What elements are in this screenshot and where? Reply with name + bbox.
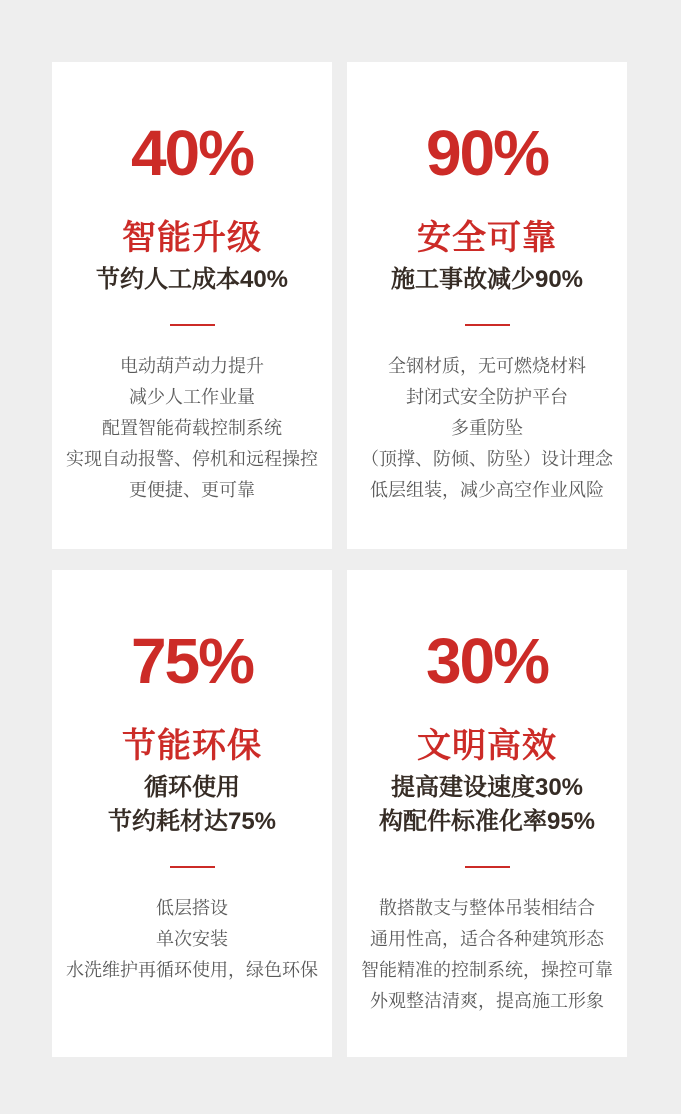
subtitle-line: 施工事故减少90% bbox=[390, 266, 584, 293]
stat-subtitle bbox=[347, 771, 627, 839]
subtitle-line: 构配件标准化率95% bbox=[378, 808, 596, 835]
accent-divider bbox=[170, 866, 215, 868]
stat-card-safety bbox=[347, 62, 627, 549]
stat-subtitle bbox=[52, 771, 332, 839]
stat-title: 安全可靠 bbox=[417, 219, 557, 257]
body-line: 减少人工作业量 bbox=[129, 387, 255, 407]
body-line: 实现自动报警、停机和远程操控 bbox=[66, 449, 318, 469]
stat-title: 智能升级 bbox=[122, 219, 262, 257]
stat-number: 75% bbox=[130, 625, 254, 697]
stat-subtitle bbox=[52, 263, 332, 297]
accent-divider bbox=[465, 866, 510, 868]
body-line: 低层组装，减少高空作业风险 bbox=[370, 480, 604, 500]
body-line: 封闭式安全防护平台 bbox=[406, 387, 568, 407]
stat-card-grid bbox=[52, 62, 627, 1057]
subtitle-line: 提高建设速度30% bbox=[390, 774, 584, 801]
subtitle-line: 循环使用 bbox=[144, 774, 240, 801]
stat-number: 40% bbox=[130, 117, 254, 189]
stat-card-efficiency bbox=[347, 570, 627, 1057]
stat-card-eco bbox=[52, 570, 332, 1057]
body-line: 外观整洁清爽，提高施工形象 bbox=[370, 991, 604, 1011]
body-line: 通用性高，适合各种建筑形态 bbox=[370, 929, 604, 949]
stat-title: 文明高效 bbox=[417, 727, 557, 765]
stat-card-smart-upgrade bbox=[52, 62, 332, 549]
body-line: 配置智能荷载控制系统 bbox=[102, 418, 282, 438]
body-line: 水洗维护再循环使用，绿色环保 bbox=[66, 960, 318, 980]
body-line: 电动葫芦动力提升 bbox=[120, 356, 264, 376]
stat-number: 90% bbox=[425, 117, 549, 189]
stat-body bbox=[52, 893, 332, 986]
subtitle-line: 节约人工成本40% bbox=[95, 266, 289, 293]
body-line: 散搭散支与整体吊装相结合 bbox=[379, 898, 595, 918]
subtitle-line: 节约耗材达75% bbox=[107, 808, 277, 835]
accent-divider bbox=[465, 324, 510, 326]
body-line: （顶撑、防倾、防坠）设计理念 bbox=[361, 449, 613, 469]
stat-body bbox=[347, 351, 627, 506]
stat-number: 30% bbox=[425, 625, 549, 697]
stat-body bbox=[52, 351, 332, 506]
accent-divider bbox=[170, 324, 215, 326]
stat-body bbox=[347, 893, 627, 1017]
body-line: 全钢材质，无可燃烧材料 bbox=[388, 356, 586, 376]
body-line: 低层搭设 bbox=[156, 898, 228, 918]
stat-subtitle bbox=[347, 263, 627, 297]
body-line: 更便捷、更可靠 bbox=[129, 480, 255, 500]
body-line: 多重防坠 bbox=[451, 418, 523, 438]
stat-title: 节能环保 bbox=[122, 727, 262, 765]
body-line: 智能精准的控制系统，操控可靠 bbox=[361, 960, 613, 980]
body-line: 单次安装 bbox=[156, 929, 228, 949]
